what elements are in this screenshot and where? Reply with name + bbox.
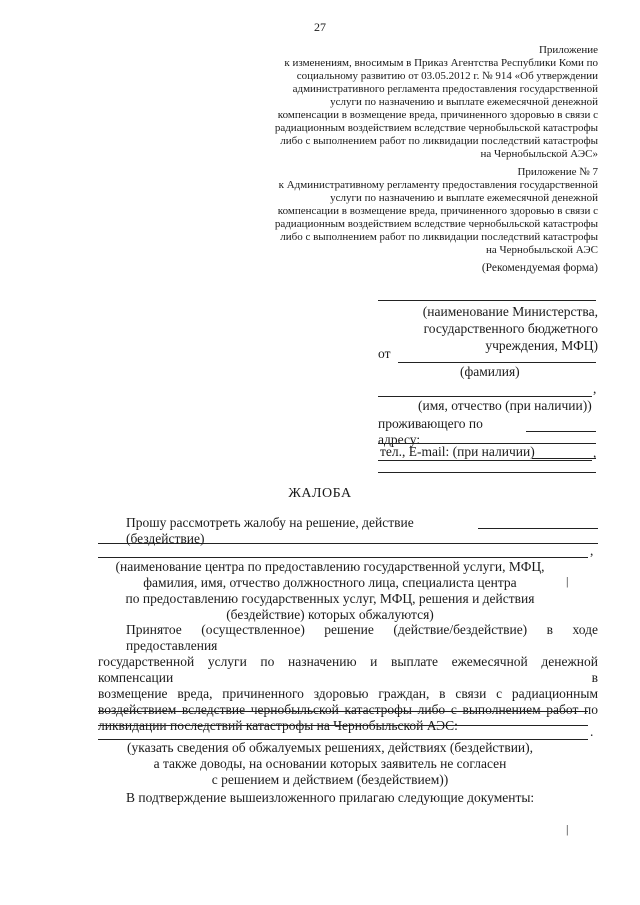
comma-mark: , xyxy=(593,381,597,396)
addressee-line[interactable] xyxy=(378,300,596,301)
comma-mark: , xyxy=(590,543,594,558)
from-label: от xyxy=(378,346,391,361)
annex2-line: либо с выполнением работ по ликвидации последствий катастрофы xyxy=(280,231,598,243)
annex2-line: услуги по назначению и выплате ежемесячной денежной xyxy=(330,192,598,204)
annex1-line: административного регламента предоставления государственной xyxy=(292,83,598,95)
annex2-line: на Чернобыльской АЭС xyxy=(485,244,598,256)
annex1-line: либо с выполнением работ по ликвидации последствий катастрофы xyxy=(280,135,598,147)
name-field[interactable] xyxy=(378,396,592,397)
addressee-hint-line: (наименование Министерства, xyxy=(422,304,598,319)
surname-field[interactable] xyxy=(398,362,596,363)
details-hint-line: а также доводы, на основании которых заявитель не согласен xyxy=(153,756,507,771)
surname-hint: (фамилия) xyxy=(460,364,520,379)
addressee-hint-line: учреждения, МФЦ) xyxy=(485,338,598,353)
recommended-form-label: (Рекомендуемая форма) xyxy=(481,262,598,274)
complaint-subject-field-1[interactable] xyxy=(478,528,598,529)
decision-paragraph xyxy=(98,622,598,734)
comma-mark: , xyxy=(593,445,597,460)
annex1-line: к изменениям, вносимым в Приказ Агентства Республики Коми по xyxy=(284,57,598,69)
residing-label: проживающего по адресу: xyxy=(378,416,483,447)
page-number: 27 xyxy=(314,20,326,34)
request-text: Прошу рассмотреть жалобу на решение, действие (бездействие) xyxy=(126,515,414,546)
complaint-subject-field-2[interactable] xyxy=(98,543,598,544)
annex1-line: радиационным воздействием вследствие чернобыльской катастрофы xyxy=(274,122,598,134)
annex1-line: компенсации в возмещение вреда, причиненного здоровью в связи с xyxy=(277,109,598,121)
attachments-text: В подтверждение вышеизложенного прилагаю следующие документы: xyxy=(126,790,535,805)
decision-line: воздействием вследствие чернобыльской катастрофы либо с выполнением работ по xyxy=(98,702,598,717)
annex2-line: радиационным воздействием вследствие чернобыльской катастрофы xyxy=(274,218,598,230)
document-title: ЖАЛОБА xyxy=(288,486,352,501)
annex-header-2 xyxy=(268,166,598,257)
decision-line: государственной услуги по назначению и выплате ежемесячной денежной компенсации в xyxy=(98,654,598,685)
annex2-line: компенсации в возмещение вреда, причиненного здоровью в связи с xyxy=(277,205,598,217)
annex1-line: социальному развитию от 03.05.2012 г. № 914 «Об утверждении xyxy=(296,70,598,82)
details-field-1[interactable] xyxy=(98,711,588,712)
annex1-line: Приложение xyxy=(538,44,598,56)
center-hint-line: фамилия, имя, отчество должностного лица, специалиста центра xyxy=(143,575,517,590)
decision-line: возмещение вреда, причиненного здоровью граждан, в связи с радиационным xyxy=(98,686,598,701)
details-field-2[interactable] xyxy=(98,725,588,726)
phone-field-2[interactable] xyxy=(378,472,596,473)
addressee-hint-line: государственного бюджетного xyxy=(423,321,598,336)
phone-field[interactable] xyxy=(532,458,596,459)
name-hint: (имя, отчество (при наличии)) xyxy=(418,398,592,413)
annex2-line: Приложение № 7 xyxy=(517,166,598,178)
margin-mark: | xyxy=(566,574,569,588)
center-hint xyxy=(100,559,560,623)
decision-line: ликвидации последствий катастрофы на Чернобыльской АЭС: xyxy=(98,718,458,733)
phone-label: тел., E-mail: (при наличии) xyxy=(380,444,535,459)
center-hint-line: по предоставлению государственных услуг, МФЦ, решения и действия xyxy=(125,591,535,606)
address-field-3[interactable] xyxy=(378,460,592,461)
annex-header-1 xyxy=(268,44,598,161)
period-mark: . xyxy=(590,724,594,739)
margin-mark: | xyxy=(566,822,569,836)
details-hint xyxy=(100,740,560,788)
decision-line: Принятое (осуществленное) решение (действие/бездействие) в ходе предоставления xyxy=(126,622,598,653)
center-hint-line: (бездействие) которых обжалуются) xyxy=(226,607,434,622)
details-hint-line: с решением и действием (бездействием)) xyxy=(211,772,449,787)
details-hint-line: (указать сведения об обжалуемых решениях, действиях (бездействии), xyxy=(126,740,534,755)
annex1-line: на Чернобыльской АЭС» xyxy=(480,148,598,160)
addressee-hint xyxy=(378,303,598,354)
annex2-line: к Административному регламенту предоставления государственной xyxy=(278,179,598,191)
annex1-line: услуги по назначению и выплате ежемесячной денежной xyxy=(330,96,598,108)
complaint-subject-field-3[interactable] xyxy=(98,557,588,558)
address-field-1[interactable] xyxy=(526,431,596,432)
center-hint-line: (наименование центра по предоставлению государственной услуги, МФЦ, xyxy=(115,559,545,574)
